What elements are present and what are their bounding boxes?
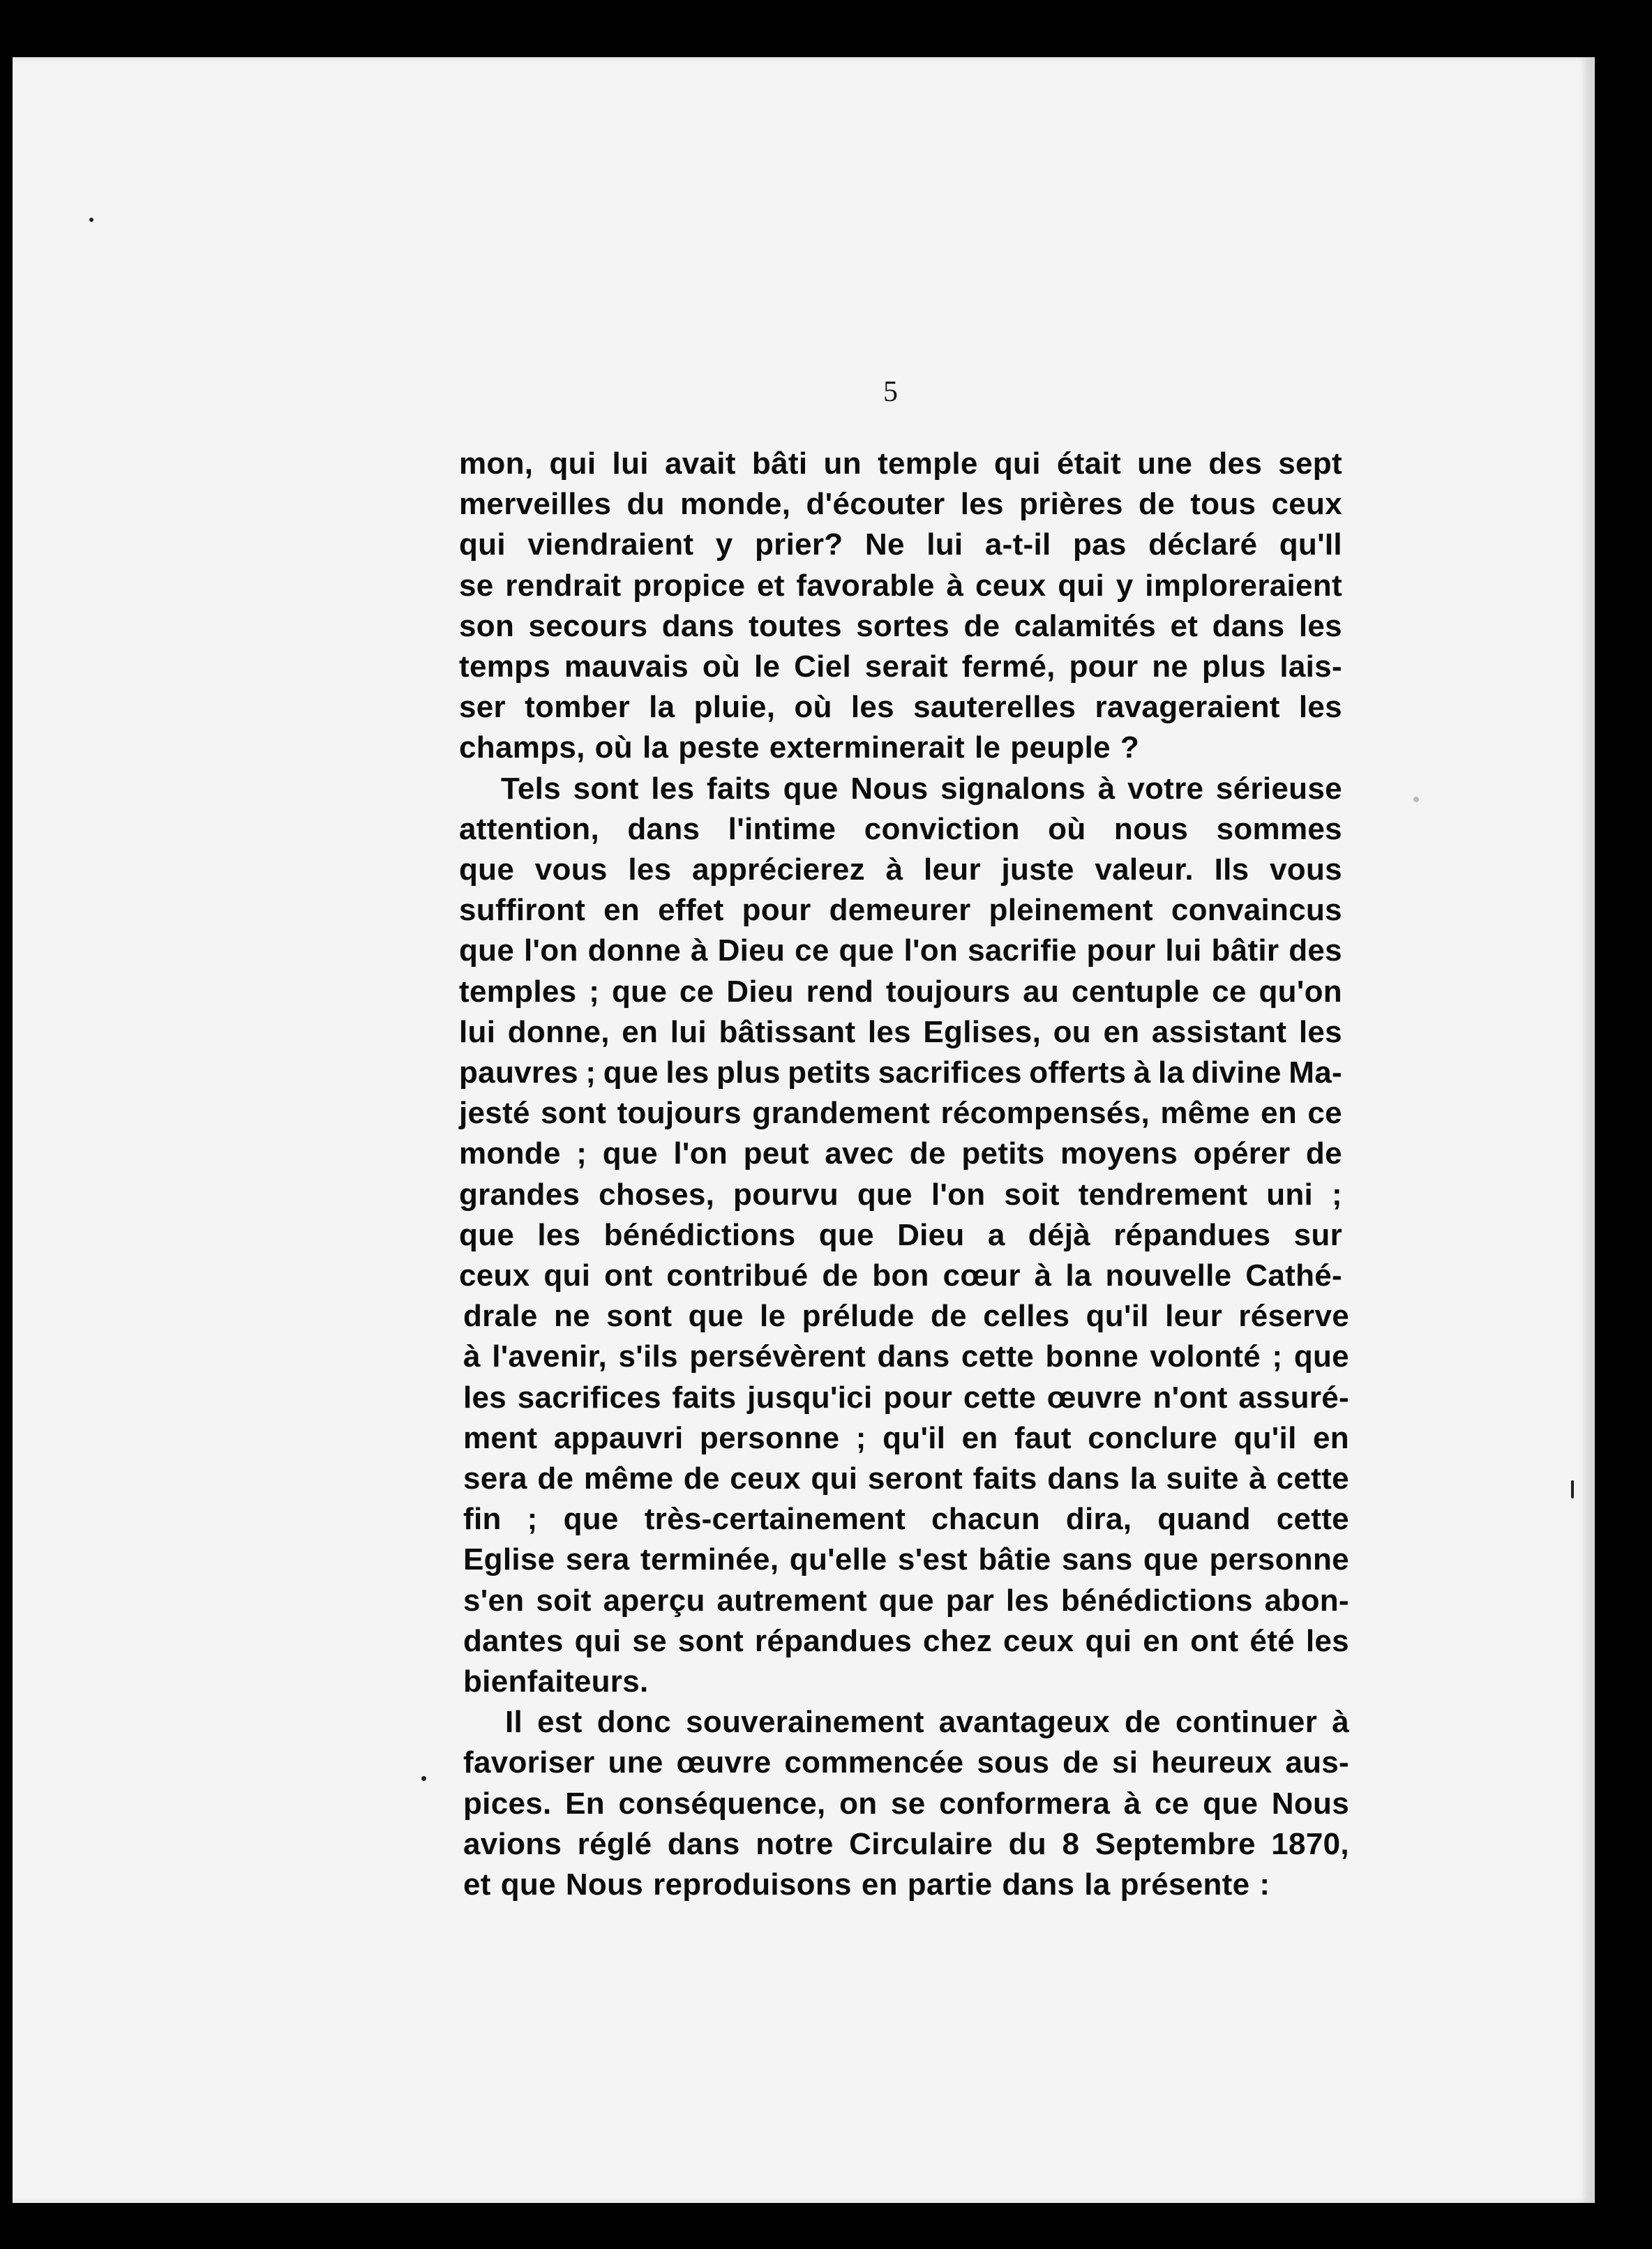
text-line: jesté sont toujours grandement récompensés, même en ce (459, 1096, 1342, 1131)
text-line: les sacrifices faits jusqu'ici pour cette œuvre n'ont assuré- (463, 1380, 1349, 1415)
text-line: dantes qui se sont répandues chez ceux qui en ont été les (463, 1623, 1349, 1658)
text-line: sera de même de ceux qui seront faits dans la suite à cette (463, 1461, 1349, 1496)
scan-speck (1413, 797, 1419, 802)
text-line: temples ; que ce Dieu rend toujours au centuple ce qu'on (459, 974, 1342, 1009)
text-line: suffiront en effet pour demeurer pleinement convaincus (459, 893, 1342, 928)
text-line: avions réglé dans notre Circulaire du 8 Septembre 1870, (463, 1826, 1349, 1861)
text-line: que les bénédictions que Dieu a déjà répandues sur (459, 1217, 1342, 1252)
text-line: drale ne sont que le prélude de celles qu'il leur réserve (463, 1299, 1349, 1334)
text-line: bienfaiteurs. (463, 1664, 649, 1699)
page-number: 5 (883, 376, 898, 408)
text-line: grandes choses, pourvu que l'on soit tendrement uni ; (459, 1177, 1342, 1212)
text-line: Tels sont les faits que Nous signalons à votre sérieuse (501, 771, 1342, 806)
scan-speck (89, 218, 93, 222)
text-line: Eglise sera terminée, qu'elle s'est bâtie sans que personne (463, 1542, 1349, 1577)
text-line: ser tomber la pluie, où les sauterelles ravageraient les (459, 690, 1342, 725)
text-line: s'en soit aperçu autrement que par les bénédictions abon- (463, 1583, 1349, 1618)
text-line: que vous les apprécierez à leur juste valeur. Ils vous (459, 852, 1342, 887)
scan-speck (421, 1776, 426, 1781)
text-line: champs, où la peste exterminerait le peuple ? (459, 730, 1140, 765)
text-line: mon, qui lui avait bâti un temple qui était une des sept (459, 446, 1342, 481)
text-line: à l'avenir, s'ils persévèrent dans cette bonne volonté ; que (463, 1339, 1349, 1374)
text-line: ceux qui ont contribué de bon cœur à la nouvelle Cathé- (459, 1258, 1342, 1293)
text-line: pauvres ; que les plus petits sacrifices offerts à la divine Ma- (459, 1055, 1342, 1090)
text-line: ment appauvri personne ; qu'il en faut conclure qu'il en (463, 1420, 1349, 1455)
text-line: son secours dans toutes sortes de calamités et dans les (459, 608, 1342, 643)
text-line: fin ; que très-certainement chacun dira, quand cette (463, 1502, 1349, 1537)
text-line: monde ; que l'on peut avec de petits moyens opérer de (459, 1136, 1342, 1171)
text-line: attention, dans l'intime conviction où nous sommes (459, 811, 1342, 846)
text-line: lui donne, en lui bâtissant les Eglises, ou en assistant les (459, 1014, 1342, 1049)
text-line: merveilles du monde, d'écouter les prières de tous ceux (459, 487, 1342, 522)
text-line: temps mauvais où le Ciel serait fermé, pour ne plus lais- (459, 649, 1342, 684)
document-page (13, 57, 1595, 2203)
text-line: qui viendraient y prier? Ne lui a-t-il pas déclaré qu'Il (459, 527, 1342, 562)
text-line: se rendrait propice et favorable à ceux qui y imploreraient (459, 568, 1342, 603)
text-line: et que Nous reproduisons en partie dans la présente : (463, 1867, 1270, 1902)
text-line: favoriser une œuvre commencée sous de si heureux aus- (463, 1745, 1349, 1780)
text-line: pices. En conséquence, on se conformera à ce que Nous (463, 1786, 1349, 1821)
scan-speck (1571, 1480, 1574, 1498)
text-line: que l'on donne à Dieu ce que l'on sacrifie pour lui bâtir des (459, 933, 1342, 968)
text-line: Il est donc souverainement avantageux de continuer à (505, 1705, 1349, 1740)
